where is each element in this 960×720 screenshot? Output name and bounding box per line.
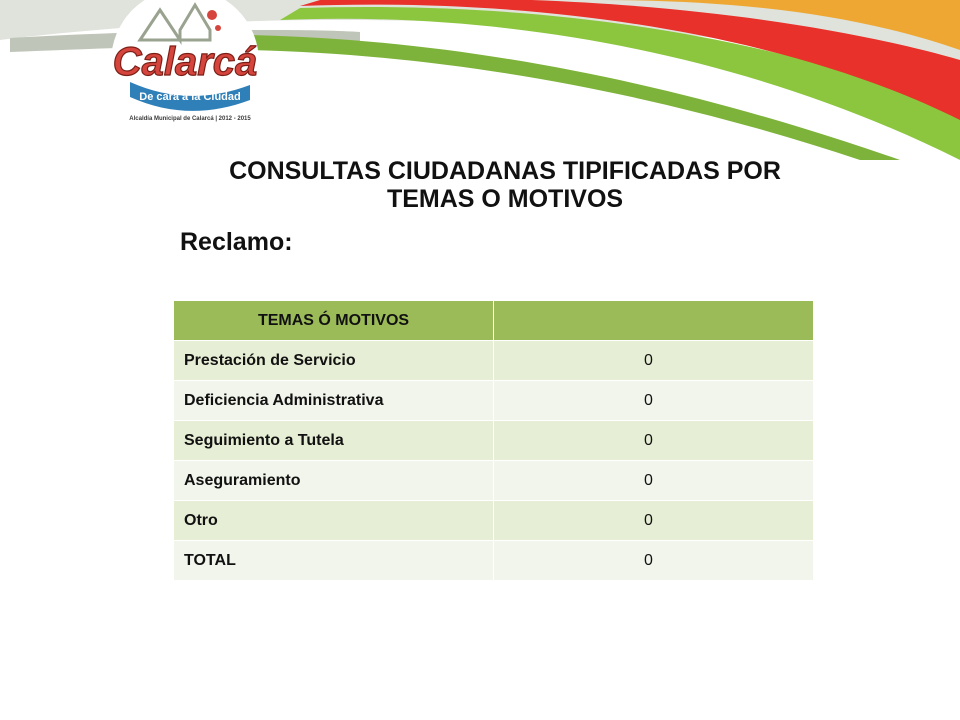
butterfly-icon <box>207 10 217 20</box>
row-value: 0 <box>494 421 814 461</box>
row-label: TOTAL <box>174 541 494 581</box>
calarca-logo <box>100 0 270 140</box>
row-value: 0 <box>494 541 814 581</box>
table-row-total <box>174 541 814 581</box>
logo-wordmark: Calarcá <box>112 40 258 84</box>
section-subtitle: Reclamo: <box>180 228 293 256</box>
table-header-row <box>174 301 814 341</box>
page-title-line1: CONSULTAS CIUDADANAS TIPIFICADAS POR <box>229 157 781 185</box>
logo-footer: Alcaldía Municipal de Calarcá | 2012 - 2015 <box>129 116 251 122</box>
row-label: Aseguramiento <box>174 461 494 501</box>
table-row <box>174 381 814 421</box>
table-row <box>174 501 814 541</box>
table-row <box>174 421 814 461</box>
motives-table <box>173 300 814 581</box>
row-label: Prestación de Servicio <box>174 341 494 381</box>
table-row <box>174 341 814 381</box>
logo-tagline: De cara a la Ciudad <box>139 91 241 103</box>
header-motives: TEMAS Ó MOTIVOS <box>174 301 494 341</box>
table-row <box>174 461 814 501</box>
row-label: Seguimiento a Tutela <box>174 421 494 461</box>
row-value: 0 <box>494 381 814 421</box>
row-value: 0 <box>494 461 814 501</box>
row-value: 0 <box>494 341 814 381</box>
page-title-line2: TEMAS O MOTIVOS <box>386 185 624 213</box>
row-label: Otro <box>174 501 494 541</box>
header-value <box>494 301 814 341</box>
row-value: 0 <box>494 501 814 541</box>
row-label: Deficiencia Administrativa <box>174 381 494 421</box>
